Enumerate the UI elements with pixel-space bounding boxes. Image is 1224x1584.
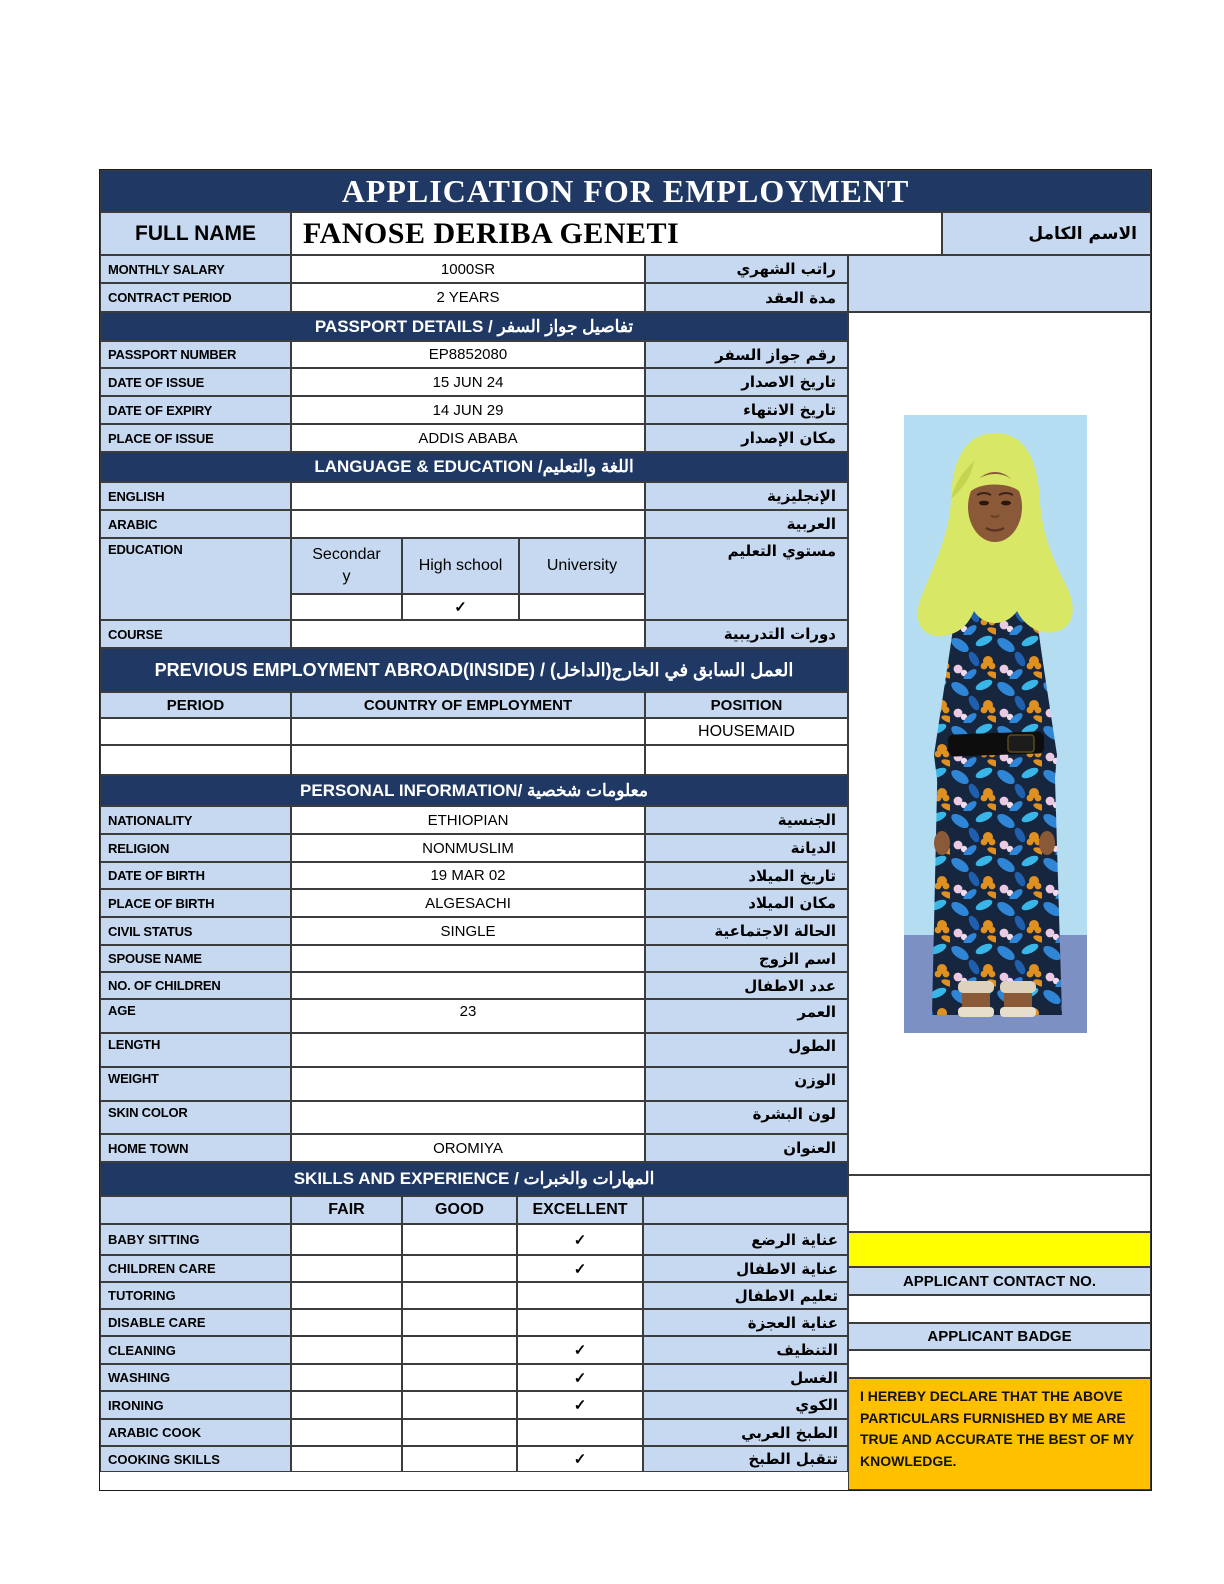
civil-status-row	[100, 917, 848, 945]
tutoring-good	[402, 1282, 517, 1309]
education-check-university	[519, 594, 645, 620]
english-label: ENGLISH	[100, 482, 291, 510]
ironing-row	[100, 1391, 848, 1419]
right-column	[848, 255, 1151, 1490]
arabic-cook-label-arabic: الطبخ العربي	[643, 1419, 848, 1446]
course-label: COURSE	[100, 620, 291, 648]
baby-sitting-label-arabic: عناية الرضع	[643, 1224, 848, 1255]
date-of-issue-value: 15 JUN 24	[291, 368, 645, 396]
contract-period-label-arabic: مدة العقد	[645, 283, 848, 312]
contract-period-value: 2 YEARS	[291, 283, 645, 312]
ironing-label: IRONING	[100, 1391, 291, 1419]
cleaning-row	[100, 1336, 848, 1364]
salary-side-empty-cell	[848, 255, 1151, 312]
applicant-photo	[904, 415, 1087, 1033]
cleaning-excellent: ✓	[517, 1336, 643, 1364]
monthly-salary-label-arabic: راتب الشهري	[645, 255, 848, 283]
weight-label-arabic: الوزن	[645, 1067, 848, 1101]
application-form	[100, 170, 1151, 1490]
cooking-skills-row	[100, 1446, 848, 1472]
main-table	[100, 255, 848, 1472]
religion-label: RELIGION	[100, 834, 291, 862]
spouse-name-label-arabic: اسم الزوج	[645, 945, 848, 972]
monthly-salary-value: 1000SR	[291, 255, 645, 283]
personal-section-header: PERSONAL INFORMATION/ معلومات شخصية	[100, 775, 848, 806]
arabic-cook-label: ARABIC COOK	[100, 1419, 291, 1446]
baby-sitting-excellent: ✓	[517, 1224, 643, 1255]
disable-care-label-arabic: عناية العجزة	[643, 1309, 848, 1336]
education-option-university: University	[519, 538, 645, 594]
weight-label: WEIGHT	[100, 1067, 291, 1101]
arabic-cook-excellent	[517, 1419, 643, 1446]
monthly-salary-label: MONTHLY SALARY	[100, 255, 291, 283]
country-cell-1	[291, 718, 645, 745]
date-of-birth-row	[100, 862, 848, 889]
children-care-excellent: ✓	[517, 1255, 643, 1282]
contract-period-label: CONTRACT PERIOD	[100, 283, 291, 312]
children-care-label-arabic: عناية الاطفال	[643, 1255, 848, 1282]
religion-label-arabic: الديانة	[645, 834, 848, 862]
arabic-cook-good	[402, 1419, 517, 1446]
period-cell-1	[100, 718, 291, 745]
nationality-value: ETHIOPIAN	[291, 806, 645, 834]
date-of-expiry-value: 14 JUN 29	[291, 396, 645, 424]
length-label-arabic: الطول	[645, 1033, 848, 1067]
declaration-text: I HEREBY DECLARE THAT THE ABOVE PARTICULARS FURNISHED BY ME ARE TRUE AND ACCURATE THE BEST OF MY KNOWLEDGE.	[848, 1378, 1151, 1490]
arabic-cook-row	[100, 1419, 848, 1446]
length-label: LENGTH	[100, 1033, 291, 1067]
civil-status-label-arabic: الحالة الاجتماعية	[645, 917, 848, 945]
no-of-children-label-arabic: عدد الاطفال	[645, 972, 848, 999]
applicant-badge-label: APPLICANT BADGE	[848, 1323, 1151, 1350]
no-of-children-row	[100, 972, 848, 999]
applicant-contact-value	[848, 1295, 1151, 1323]
place-of-birth-label-arabic: مكان الميلاد	[645, 889, 848, 917]
baby-sitting-good	[402, 1224, 517, 1255]
washing-good	[402, 1364, 517, 1391]
education-label: EDUCATION	[100, 538, 291, 620]
arabic-label-arabic: العربية	[645, 510, 848, 538]
full-name-row	[100, 212, 1151, 255]
ironing-good	[402, 1391, 517, 1419]
course-label-arabic: دورات التدريبية	[645, 620, 848, 648]
home-town-value: OROMIYA	[291, 1134, 645, 1162]
religion-value: NONMUSLIM	[291, 834, 645, 862]
tutoring-label-arabic: تعليم الاطفال	[643, 1282, 848, 1309]
contact-top-empty-cell	[848, 1175, 1151, 1232]
cleaning-good	[402, 1336, 517, 1364]
washing-excellent: ✓	[517, 1364, 643, 1391]
date-of-expiry-row	[100, 396, 848, 424]
skin-color-value	[291, 1101, 645, 1134]
education-row	[100, 538, 848, 620]
religion-row	[100, 834, 848, 862]
applicant-badge-value	[848, 1350, 1151, 1378]
date-of-birth-label-arabic: تاريخ الميلاد	[645, 862, 848, 889]
skills-section-header: SKILLS AND EXPERIENCE / المهارات والخبرات	[100, 1162, 848, 1196]
cleaning-label-arabic: التنظيف	[643, 1336, 848, 1364]
applicant-contact-label: APPLICANT CONTACT NO.	[848, 1267, 1151, 1295]
home-town-label: HOME TOWN	[100, 1134, 291, 1162]
nationality-label-arabic: الجنسية	[645, 806, 848, 834]
place-of-birth-label: PLACE OF BIRTH	[100, 889, 291, 917]
cooking-skills-label: COOKING SKILLS	[100, 1446, 291, 1472]
date-of-issue-label-arabic: تاريخ الاصدار	[645, 368, 848, 396]
full-name-value: FANOSE DERIBA GENETI	[291, 212, 942, 255]
washing-label-arabic: الغسل	[643, 1364, 848, 1391]
passport-number-value: EP8852080	[291, 341, 645, 368]
passport-number-row	[100, 341, 848, 368]
english-row	[100, 482, 848, 510]
full-name-label: FULL NAME	[100, 212, 291, 255]
english-value	[291, 482, 645, 510]
date-of-expiry-label-arabic: تاريخ الانتهاء	[645, 396, 848, 424]
length-row	[100, 1033, 848, 1067]
cleaning-fair	[291, 1336, 402, 1364]
disable-care-good	[402, 1309, 517, 1336]
education-label-arabic: مستوي التعليم	[645, 538, 848, 620]
country-cell-2	[291, 745, 645, 775]
place-of-issue-row	[100, 424, 848, 452]
skills-corner-cell	[100, 1196, 291, 1224]
date-of-birth-value: 19 MAR 02	[291, 862, 645, 889]
washing-label: WASHING	[100, 1364, 291, 1391]
cooking-skills-excellent: ✓	[517, 1446, 643, 1472]
language-education-section-header: LANGUAGE & EDUCATION /اللغة والتعليم	[100, 452, 848, 482]
date-of-birth-label: DATE OF BIRTH	[100, 862, 291, 889]
date-of-issue-label: DATE OF ISSUE	[100, 368, 291, 396]
passport-section-header: PASSPORT DETAILS / تفاصيل جواز السفر	[100, 312, 848, 341]
ironing-label-arabic: الكوي	[643, 1391, 848, 1419]
place-of-birth-row	[100, 889, 848, 917]
weight-value	[291, 1067, 645, 1101]
age-value: 23	[291, 999, 645, 1033]
nationality-label: NATIONALITY	[100, 806, 291, 834]
skills-arabic-header-cell	[643, 1196, 848, 1224]
skin-color-row	[100, 1101, 848, 1134]
tutoring-label: TUTORING	[100, 1282, 291, 1309]
column-fair: FAIR	[291, 1196, 402, 1224]
home-town-row	[100, 1134, 848, 1162]
home-town-label-arabic: العنوان	[645, 1134, 848, 1162]
education-check-high-school: ✓	[402, 594, 519, 620]
no-of-children-value	[291, 972, 645, 999]
previous-employment-row-2	[100, 745, 848, 775]
arabic-cook-fair	[291, 1419, 402, 1446]
cooking-skills-label-arabic: تتقبل الطبخ	[643, 1446, 848, 1472]
full-name-label-arabic: الاسم الكامل	[942, 212, 1151, 255]
civil-status-value: SINGLE	[291, 917, 645, 945]
tutoring-excellent	[517, 1282, 643, 1309]
length-value	[291, 1033, 645, 1067]
baby-sitting-fair	[291, 1224, 402, 1255]
nationality-row	[100, 806, 848, 834]
period-cell-2	[100, 745, 291, 775]
no-of-children-label: NO. OF CHILDREN	[100, 972, 291, 999]
arabic-value	[291, 510, 645, 538]
civil-status-label: CIVIL STATUS	[100, 917, 291, 945]
monthly-salary-row	[100, 255, 848, 283]
tutoring-row	[100, 1282, 848, 1309]
passport-number-label: PASSPORT NUMBER	[100, 341, 291, 368]
column-period: PERIOD	[100, 692, 291, 718]
children-care-row	[100, 1255, 848, 1282]
spouse-name-row	[100, 945, 848, 972]
skin-color-label: SKIN COLOR	[100, 1101, 291, 1134]
arabic-label: ARABIC	[100, 510, 291, 538]
date-of-expiry-label: DATE OF EXPIRY	[100, 396, 291, 424]
course-row	[100, 620, 848, 648]
column-position: POSITION	[645, 692, 848, 718]
column-good: GOOD	[402, 1196, 517, 1224]
cleaning-label: CLEANING	[100, 1336, 291, 1364]
arabic-row	[100, 510, 848, 538]
place-of-birth-value: ALGESACHI	[291, 889, 645, 917]
position-cell-2	[645, 745, 848, 775]
place-of-issue-value: ADDIS ABABA	[291, 424, 645, 452]
education-check-secondary	[291, 594, 402, 620]
ironing-fair	[291, 1391, 402, 1419]
baby-sitting-label: BABY SITTING	[100, 1224, 291, 1255]
age-label-arabic: العمر	[645, 999, 848, 1033]
disable-care-fair	[291, 1309, 402, 1336]
skills-columns-row	[100, 1196, 848, 1224]
course-value	[291, 620, 645, 648]
baby-sitting-row	[100, 1224, 848, 1255]
applicant-photo-cell	[848, 312, 1151, 1175]
age-row	[100, 999, 848, 1033]
tutoring-fair	[291, 1282, 402, 1309]
children-care-label: CHILDREN CARE	[100, 1255, 291, 1282]
ironing-excellent: ✓	[517, 1391, 643, 1419]
disable-care-label: DISABLE CARE	[100, 1309, 291, 1336]
column-country: COUNTRY OF EMPLOYMENT	[291, 692, 645, 718]
cooking-skills-fair	[291, 1446, 402, 1472]
cooking-skills-good	[402, 1446, 517, 1472]
washing-row	[100, 1364, 848, 1391]
education-option-secondary: Secondary	[291, 538, 402, 594]
previous-employment-section-header: PREVIOUS EMPLOYMENT ABROAD(INSIDE) / العمل السابق في الخارج(الداخل)	[100, 648, 848, 692]
highlight-yellow-cell	[848, 1232, 1151, 1267]
previous-employment-columns-row	[100, 692, 848, 718]
spouse-name-label: SPOUSE NAME	[100, 945, 291, 972]
spouse-name-value	[291, 945, 645, 972]
skin-color-label-arabic: لون البشرة	[645, 1101, 848, 1134]
column-excellent: EXCELLENT	[517, 1196, 643, 1224]
position-cell-1: HOUSEMAID	[645, 718, 848, 745]
contract-period-row	[100, 283, 848, 312]
weight-row	[100, 1067, 848, 1101]
age-label: AGE	[100, 999, 291, 1033]
english-label-arabic: الإنجليزية	[645, 482, 848, 510]
children-care-good	[402, 1255, 517, 1282]
form-title: APPLICATION FOR EMPLOYMENT	[100, 170, 1151, 212]
place-of-issue-label-arabic: مكان الإصدار	[645, 424, 848, 452]
passport-number-label-arabic: رقم جواز السفر	[645, 341, 848, 368]
disable-care-row	[100, 1309, 848, 1336]
previous-employment-row-1	[100, 718, 848, 745]
date-of-issue-row	[100, 368, 848, 396]
children-care-fair	[291, 1255, 402, 1282]
education-option-high-school: High school	[402, 538, 519, 594]
disable-care-excellent	[517, 1309, 643, 1336]
place-of-issue-label: PLACE OF ISSUE	[100, 424, 291, 452]
washing-fair	[291, 1364, 402, 1391]
